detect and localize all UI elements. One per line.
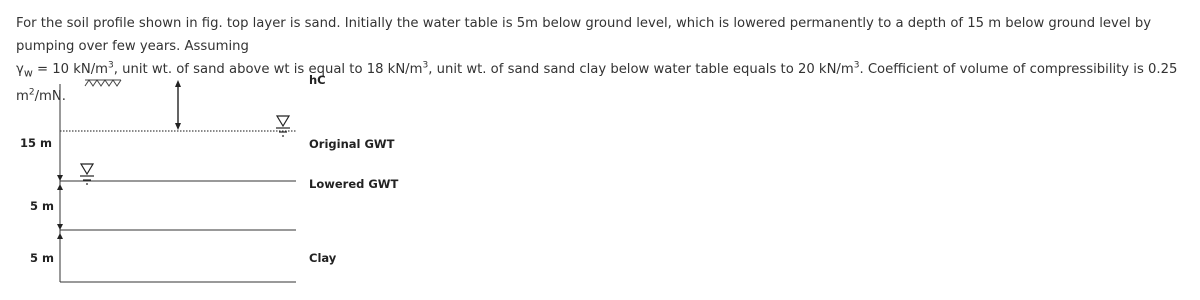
question-seg3: , unit wt. of sand sand clay below water table equals to 20 kN/m [428, 62, 854, 77]
superscript-2: 3 [422, 60, 429, 71]
label-hc: hC [309, 73, 326, 87]
label-original-gwt: Original GWT [309, 137, 395, 151]
dimension-bottom-5m: 5 m [30, 251, 54, 265]
original-gwt-symbol [276, 116, 290, 136]
superscript-4: 2 [28, 87, 35, 98]
question-seg2: , unit wt. of sand above wt is equal to 18 kN/m [113, 62, 423, 77]
question-seg4: . Coefficient of volume of compressibility is 0.25 m [16, 62, 1178, 104]
label-clay: Clay [309, 251, 337, 265]
label-lowered-gwt: Lowered GWT [309, 177, 399, 191]
gamma-subscript: w [23, 66, 33, 80]
gamma-symbol: γ [16, 62, 24, 77]
ground-surface-hatch [85, 80, 121, 86]
question-seg1: = 10 kN/m [32, 62, 109, 77]
hc-arrow-head-top [175, 80, 181, 87]
dimension-middle-5m: 5 m [30, 199, 54, 213]
hc-arrow-head-bottom [175, 123, 181, 130]
superscript-3: 3 [853, 60, 860, 71]
question-seg5: /mN. [34, 88, 66, 104]
dimension-top-15m: 15 m [20, 136, 52, 150]
superscript-1: 3 [108, 60, 114, 71]
question-line1: For the soil profile shown in fig. top layer is sand. Initially the water table is 5m below ground level, which is lowered permanently to a depth of 15 m below ground level by pumping over few years. Assuming [16, 16, 1151, 54]
